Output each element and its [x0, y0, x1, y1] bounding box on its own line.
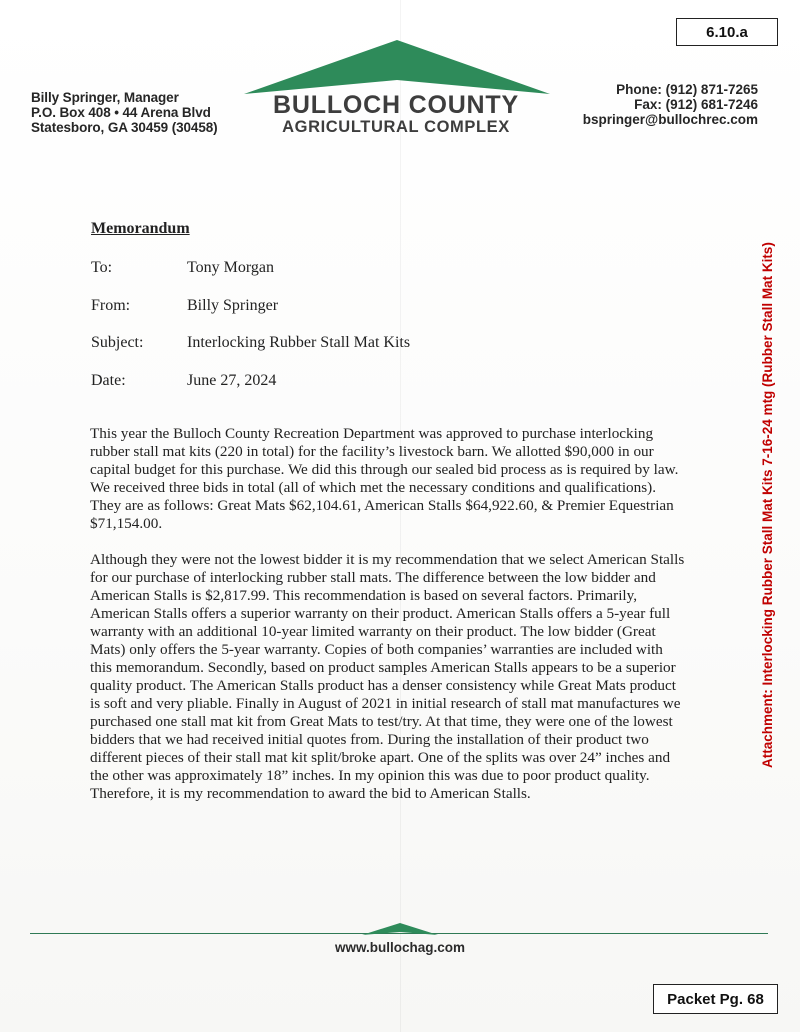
- paragraph-line: different pieces of their stall mat kit split/broke apart. One of the splits was over 24” inches and: [90, 749, 671, 766]
- paragraph-line: this memorandum. Secondly, based on product samples American Stalls appears to be a superior: [90, 659, 676, 676]
- paragraph-line: capital budget for this purchase. We did this through our sealed bid process as is required by law.: [90, 461, 679, 478]
- paragraph-line: purchased one stall mat kit from Great Mats to test/try. At that time, they were one of the lowest: [90, 713, 673, 730]
- contact-phone: Phone: (912) 871-7265: [616, 82, 758, 97]
- footer-roof-icon: [362, 923, 438, 935]
- from-label: From:: [91, 297, 131, 314]
- paragraph-line: Therefore, it is my recommendation to award the bid to American Stalls.: [90, 785, 531, 802]
- paragraph-line: for our purchase of interlocking rubber stall mats. The difference between the low bidder and: [90, 569, 656, 586]
- paragraph-line: warranty with an additional 10-year limited warranty on their product. The low bidder (Great: [90, 623, 656, 640]
- paragraph-line: quality product. The American Stalls product has a denser consistency while Great Mats product: [90, 677, 676, 694]
- logo-line-complex: AGRICULTURAL COMPLEX: [282, 118, 510, 136]
- contact-block: [583, 82, 758, 127]
- logo-wordmark: [240, 92, 552, 136]
- paragraph-line: American Stalls offers a superior warranty on their product. American Stalls offers a 5-year full: [90, 605, 671, 622]
- subject-value: Interlocking Rubber Stall Mat Kits: [187, 334, 411, 351]
- logo-roof-icon: [244, 40, 550, 94]
- paragraph-line: They are as follows: Great Mats $62,104.61, American Stalls $64,922.60, & Premier Equestrian: [90, 497, 674, 514]
- subject-label: Subject:: [91, 334, 144, 351]
- paragraph-line: is soft and very pliable. Finally in August of 2021 in initial research of stall mat manufactures we: [90, 695, 681, 712]
- paragraph-line: Although they were not the lowest bidder it is my recommendation that we select American Stalls: [90, 551, 685, 568]
- paragraph-line: $71,154.00.: [90, 515, 163, 532]
- paragraph-recommendation: [90, 551, 730, 803]
- logo-line-county: BULLOCH COUNTY: [273, 91, 519, 119]
- attachment-side-label: Attachment: Interlocking Rubber Stall Mat Kits 7-16-24 mtg (Rubber Stall Mat Kits): [760, 242, 775, 768]
- packet-page-number: Packet Pg. 68: [653, 984, 778, 1014]
- agenda-item-tag: 6.10.a: [676, 18, 778, 46]
- paragraph-line: This year the Bulloch County Recreation Department was approved to purchase interlocking: [90, 425, 654, 442]
- paragraph-line: American Stalls is $2,817.99. This recommendation is based on several factors. Primarily,: [90, 587, 638, 604]
- to-label: To:: [91, 259, 113, 276]
- contact-email: bspringer@bullochrec.com: [582, 112, 758, 127]
- date-label: Date:: [91, 372, 126, 389]
- sender-po-box: P.O. Box 408 • 44 Arena Blvd: [31, 105, 211, 120]
- paragraph-bids: [90, 425, 730, 533]
- to-value: Tony Morgan: [187, 259, 275, 276]
- sender-name: Billy Springer, Manager: [31, 90, 179, 105]
- paragraph-line: Mats) only offers the 5-year warranty. Copies of both companies’ warranties are included with: [90, 641, 663, 658]
- footer-website-link[interactable]: www.bullochag.com: [334, 940, 465, 955]
- contact-fax: Fax: (912) 681-7246: [634, 97, 758, 112]
- paragraph-line: rubber stall mat kits (220 in total) for the facility’s livestock barn. We allotted $90,000 in our: [90, 443, 654, 460]
- memo-heading: Memorandum: [91, 220, 190, 237]
- date-value: June 27, 2024: [187, 372, 277, 389]
- sender-address-block: [31, 90, 218, 135]
- paragraph-line: bidders that we had received initial quotes from. During the installation of their product two: [90, 731, 649, 748]
- from-value: Billy Springer: [187, 297, 279, 314]
- paragraph-line: the other was approximately 18” inches. In my opinion this was due to poor product quality.: [90, 767, 650, 784]
- paragraph-line: We received three bids in total (all of which met the necessary conditions and qualifications).: [90, 479, 657, 496]
- sender-city: Statesboro, GA 30459 (30458): [31, 120, 218, 135]
